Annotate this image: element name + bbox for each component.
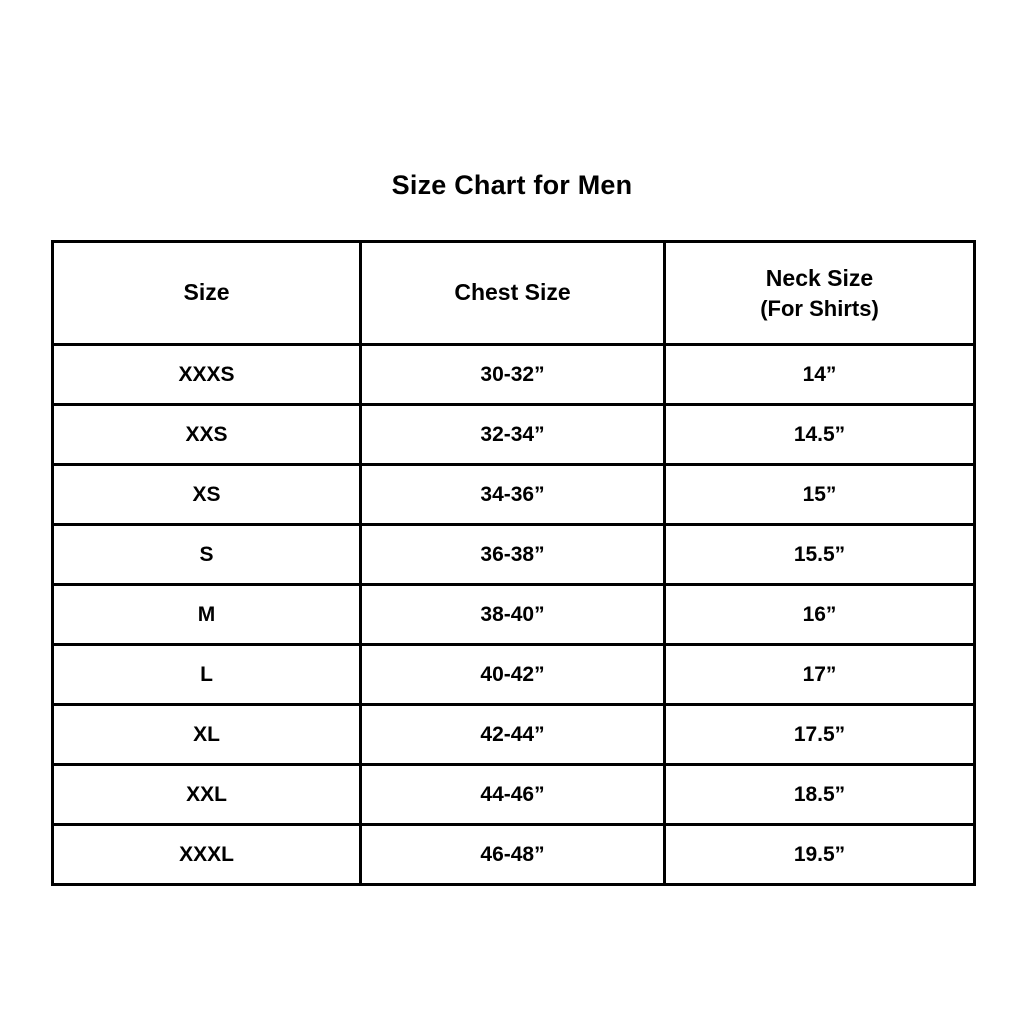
cell-neck: 14.5” bbox=[665, 405, 975, 465]
table-row bbox=[53, 645, 975, 705]
column-header-size bbox=[53, 242, 361, 345]
cell-chest: 40-42” bbox=[361, 645, 665, 705]
cell-neck: 19.5” bbox=[665, 825, 975, 885]
cell-chest: 34-36” bbox=[361, 465, 665, 525]
cell-chest: 30-32” bbox=[361, 345, 665, 405]
cell-chest: 42-44” bbox=[361, 705, 665, 765]
table-header-row bbox=[53, 242, 975, 345]
cell-size: XS bbox=[53, 465, 361, 525]
table-row bbox=[53, 465, 975, 525]
cell-neck: 15.5” bbox=[665, 525, 975, 585]
column-header-size-label: Size bbox=[183, 279, 230, 306]
cell-size: S bbox=[53, 525, 361, 585]
table-body bbox=[53, 345, 975, 885]
cell-size: XXXS bbox=[53, 345, 361, 405]
cell-neck: 17” bbox=[665, 645, 975, 705]
page-title: Size Chart for Men bbox=[391, 170, 633, 200]
cell-neck: 16” bbox=[665, 585, 975, 645]
cell-size: XXS bbox=[53, 405, 361, 465]
cell-neck: 17.5” bbox=[665, 705, 975, 765]
cell-size: L bbox=[53, 645, 361, 705]
column-header-neck-size bbox=[665, 242, 975, 345]
table-row bbox=[53, 585, 975, 645]
cell-size: M bbox=[53, 585, 361, 645]
column-header-chest-size-label: Chest Size bbox=[454, 279, 571, 306]
column-header-neck-size-sublabel: (For Shirts) bbox=[760, 295, 879, 321]
column-header-neck-size-label: Neck Size bbox=[765, 264, 874, 291]
size-chart-table-container bbox=[51, 240, 973, 886]
cell-neck: 18.5” bbox=[665, 765, 975, 825]
cell-chest: 46-48” bbox=[361, 825, 665, 885]
cell-size: XL bbox=[53, 705, 361, 765]
table-header bbox=[53, 242, 975, 345]
cell-size: XXL bbox=[53, 765, 361, 825]
cell-neck: 15” bbox=[665, 465, 975, 525]
table-row bbox=[53, 705, 975, 765]
table-row bbox=[53, 525, 975, 585]
cell-chest: 44-46” bbox=[361, 765, 665, 825]
cell-neck: 14” bbox=[665, 345, 975, 405]
cell-chest: 38-40” bbox=[361, 585, 665, 645]
cell-chest: 36-38” bbox=[361, 525, 665, 585]
cell-chest: 32-34” bbox=[361, 405, 665, 465]
cell-size: XXXL bbox=[53, 825, 361, 885]
table-row bbox=[53, 405, 975, 465]
table-row bbox=[53, 345, 975, 405]
table-row bbox=[53, 765, 975, 825]
column-header-chest-size bbox=[361, 242, 665, 345]
table-row bbox=[53, 825, 975, 885]
size-chart-table bbox=[51, 240, 976, 886]
